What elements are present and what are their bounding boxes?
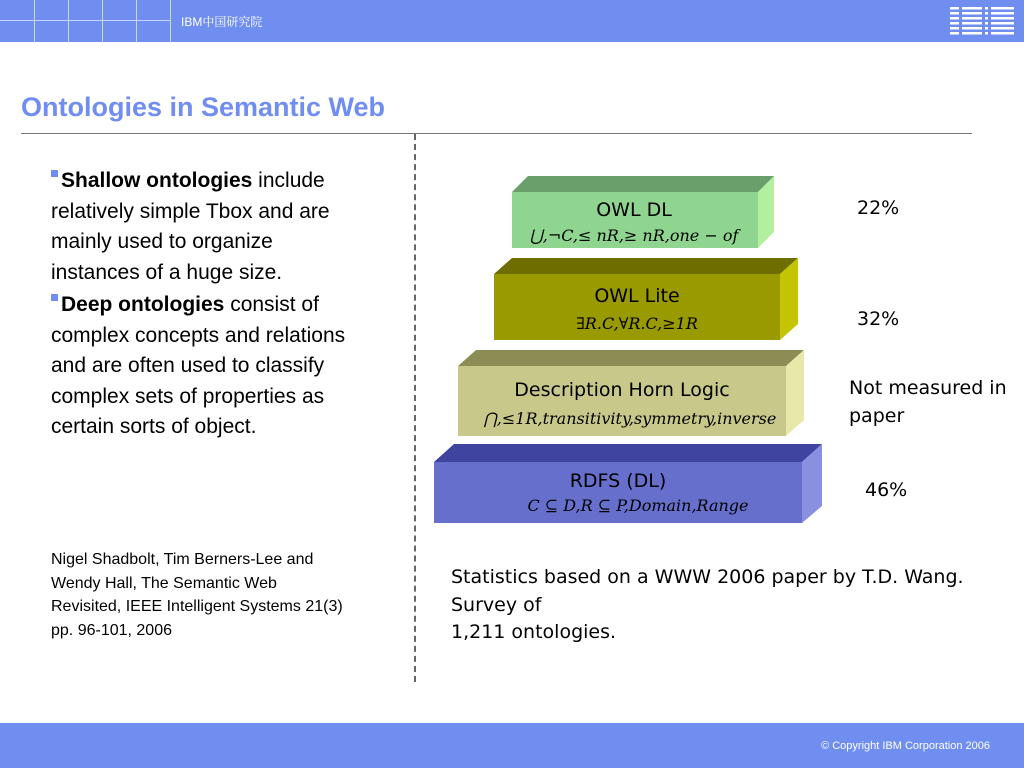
column-divider <box>414 134 416 682</box>
copyright-text: © Copyright IBM Corporation 2006 <box>821 740 990 752</box>
bullet-term: Deep ontologies <box>61 293 225 316</box>
header-grid-cell <box>34 0 69 42</box>
bullet-text: include relatively simple Tbox and are mainly used to organize instances of a huge size. <box>51 169 330 284</box>
layer-name: Description Horn Logic <box>514 379 730 401</box>
bullet-deep-ontologies <box>51 290 361 443</box>
layer-formula: C ⊆ D,R ⊆ P,Domain,Range <box>527 496 749 515</box>
bullet-square-icon <box>51 294 58 301</box>
header-grid-line <box>0 20 170 21</box>
layer-name: OWL Lite <box>594 285 680 307</box>
percent-rdfs-dl: 46% <box>865 479 908 501</box>
footer-bar <box>0 723 1024 768</box>
layer-name: RDFS (DL) <box>569 470 667 492</box>
percent-owl-lite: 32% <box>857 308 900 330</box>
layer-name: OWL DL <box>596 199 672 221</box>
title-underline <box>21 133 972 134</box>
ontology-pyramid <box>420 160 840 540</box>
layer-formula: ∃R.C,∀R.C,≥1R <box>576 314 698 333</box>
layer-description-horn-logic <box>458 350 804 436</box>
header-grid-cell <box>0 0 35 42</box>
layer-top-face <box>458 350 804 366</box>
header-bar <box>0 0 1024 42</box>
layer-formula: ⋂,≤1R,transitivity,symmetry,inverse <box>483 409 777 428</box>
layer-owl-lite <box>494 258 798 340</box>
layer-rdfs-dl <box>434 444 822 523</box>
brand-text: IBM中国研究院 <box>181 15 263 29</box>
header-grid-cell <box>68 0 103 42</box>
bullet-list <box>51 166 361 445</box>
layer-top-face <box>512 176 774 192</box>
bullet-shallow-ontologies <box>51 166 361 288</box>
header-grid-cell <box>136 0 171 42</box>
percent-description-horn-logic: Not measured in paper <box>849 377 1007 427</box>
bullet-square-icon <box>51 170 58 177</box>
bullet-text: consist of complex concepts and relations and are often used to classify complex sets of properties as certain sorts of object. <box>51 293 346 438</box>
header-grid-cell <box>102 0 137 42</box>
layer-top-face <box>434 444 822 462</box>
page-title: Ontologies in Semantic Web <box>21 92 386 122</box>
statistics-note: Statistics based on a WWW 2006 paper by T.D. Wang. Survey of 1,211 ontologies. <box>451 566 964 643</box>
citation: Nigel Shadbolt, Tim Berners-Lee and Wendy Hall, The Semantic Web Revisited, IEEE Intelligent Systems 21(3) pp. 96-101, 2006 <box>51 551 343 639</box>
ibm-logo <box>948 4 1016 38</box>
percent-owl-dl: 22% <box>857 197 900 219</box>
layer-owl-dl <box>512 176 774 248</box>
bullet-term: Shallow ontologies <box>61 169 253 192</box>
layer-top-face <box>494 258 798 274</box>
layer-formula: ⋃,¬C,≤ nR,≥ nR,one − of <box>529 226 739 245</box>
